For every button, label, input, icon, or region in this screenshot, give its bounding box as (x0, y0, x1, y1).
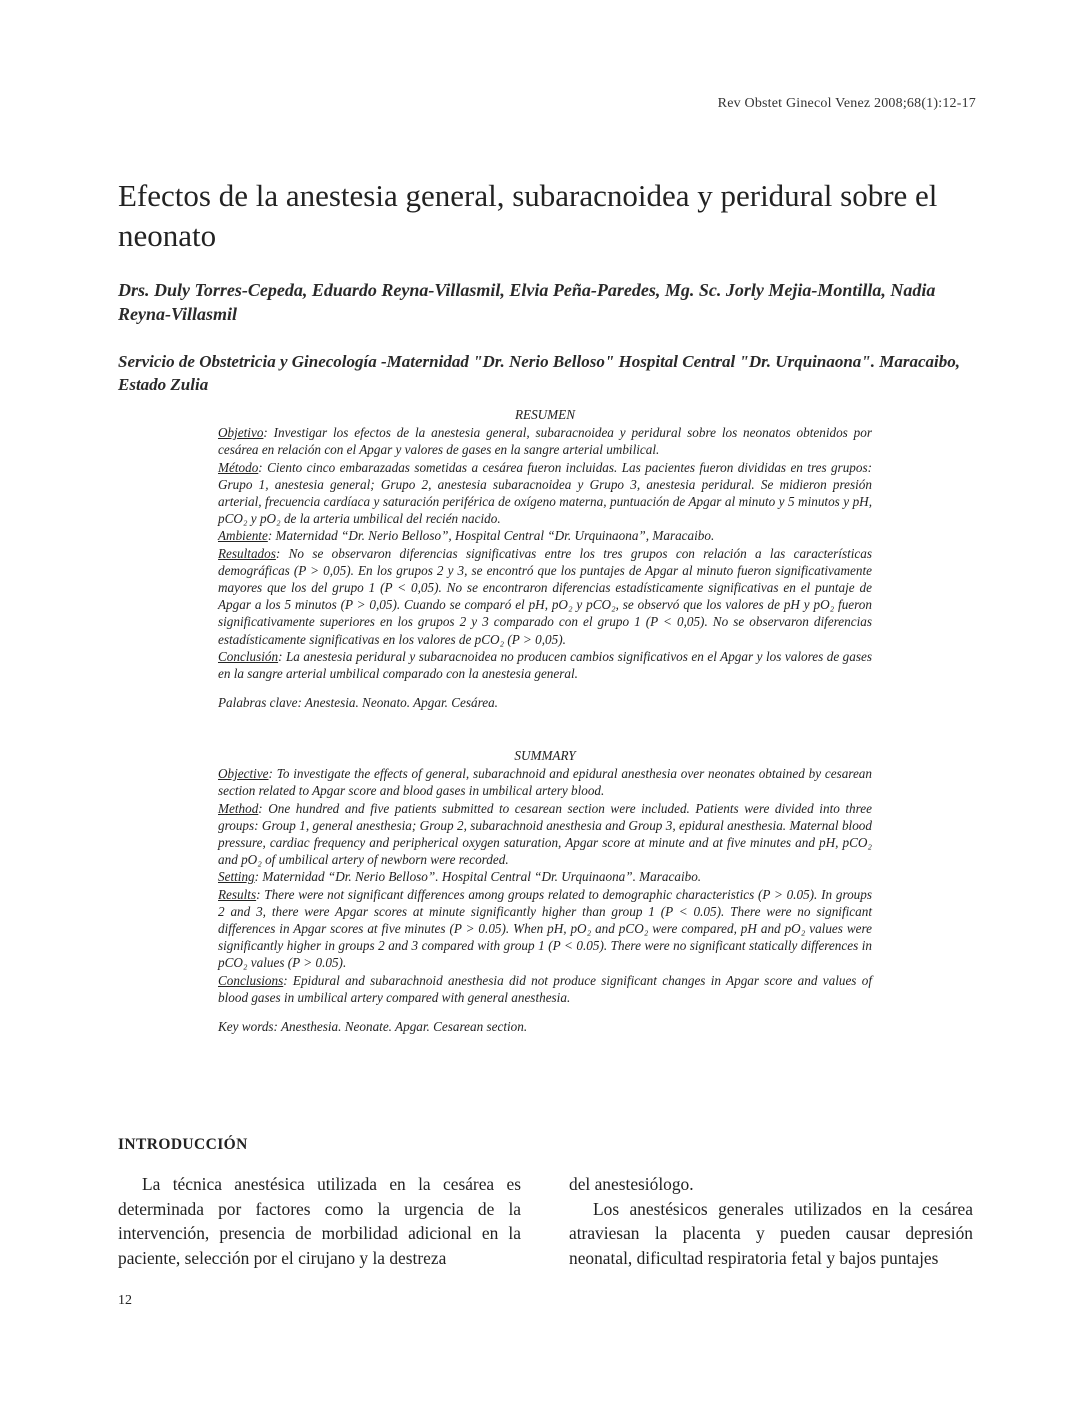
conclusions-text: : Epidural and subarachnoid anesthesia did not produce significant changes in Apgar score and values of blood gases in umbilical artery compared with general anesthesia. (218, 972, 872, 1005)
introduction-heading: INTRODUCCIÓN (118, 1136, 248, 1153)
page-number: 12 (118, 1293, 132, 1308)
summary-keywords: Key words: Anesthesia. Neonate. Apgar. Cesarean section. (218, 1019, 528, 1035)
resumen-ambiente (218, 527, 872, 544)
summary-results (218, 886, 872, 972)
intro-paragraph-1: La técnica anestésica utilizada en la cesárea es determinada por factores como la urgencia de la intervención, presencia de morbilidad adicional en la paciente, selección por el cirujano y la destreza (118, 1174, 521, 1268)
metodo-text: : Ciento cinco embarazadas sometidas a cesárea fueron incluidas. Las pacientes fueron divididas en tres grupos: Grupo 1, anestesia general; Grupo 2, anestesia subaracnoidea y Grupo 3, anestesia peridural. Se midieron presión arterial, frecuencia cardíaca y saturación periférica de oxígeno materna, puntuación de Apgar al minuto y 5 minutos y pH, pCO₂ y pO₂ de la arteria umbilical del recién nacido. (218, 459, 872, 527)
ambiente-label: Ambiente (218, 528, 268, 544)
resumen-keywords: Palabras clave: Anestesia. Neonato. Apgar. Cesárea. (218, 695, 498, 711)
author-list: Drs. Duly Torres-Cepeda, Eduardo Reyna-Villasmil, Elvia Peña-Paredes, Mg. Sc. Jorly Mejia-Montilla, Nadia Reyna-Villasmil (118, 280, 936, 324)
article-title: Efectos de la anestesia general, subaracnoidea y peridural sobre el neonato (118, 178, 938, 253)
intro-paragraph-1-continued: del anestesiólogo. (569, 1174, 694, 1194)
ambiente-text: : Maternidad “Dr. Nerio Belloso”, Hospital Central “Dr. Urquinaona”, Maracaibo. (267, 528, 715, 544)
method-text: : One hundred and five patients submitted to cesarean section were included. Patients were divided into three groups: Group 1, general anesthesia; Group 2, subarachnoid anesthesia and Group 3, epidural anesthesia. Maternal blood pressure, cardiac frequency and peripherical oxygen saturation, Apgar score at minute and at five minutes and pH, pCO₂ and pO₂ of umbilical artery of newborn were recorded. (218, 800, 872, 868)
resultados-label: Resultados (218, 545, 276, 561)
results-text: : There were not significant differences among groups related to demographic characteristics (P > 0.05). In groups 2 and 3, there were Apgar scores at minute significantly higher than group 1 (P < 0.05). There were no significant differences in Apgar scores at five minutes (P > 0.05). When pH, pO₂ and pCO₂ were compared, pH and pO₂ values were significantly higher in groups 2 and 3 compared with group 1 (P < 0.05). There were no significant statically differences in pCO₂ values (P > 0.05). (218, 886, 872, 971)
intro-paragraph-2: Los anestésicos generales utilizados en la cesárea atraviesan la placenta y pueden causar depresión neonatal, dificultad respiratoria fetal y bajos puntajes (569, 1198, 973, 1268)
metodo-label: Método (218, 459, 259, 475)
summary-heading: SUMMARY (514, 748, 576, 763)
intro-right-column (569, 1172, 973, 1270)
summary-section (218, 747, 872, 1035)
setting-text: : Maternidad “Dr. Nerio Belloso”. Hospital Central “Dr. Urquinaona”. Maracaibo. (254, 869, 702, 885)
intro-left-column (118, 1172, 521, 1270)
setting-label: Setting (218, 869, 255, 885)
objective-text: : To investigate the effects of general, subarachnoid and epidural anesthesia over neonates obtained by cesarean section related to Apgar score and blood gases in umbilical artery blood. (218, 766, 872, 799)
summary-conclusions (218, 972, 872, 1006)
conclusion-label: Conclusión (218, 648, 279, 664)
summary-objective (218, 765, 872, 799)
conclusion-text: : La anestesia peridural y subaracnoidea no producen cambios significativos en el Apgar y los valores de gases en la sangre arterial umbilical comparado con la anestesia general. (218, 648, 872, 682)
resultados-text: : No se observaron diferencias significativas entre los tres grupos con relación a las características demográficas (P > 0,05). En los grupos 2 y 3, se encontró que los puntajes de Apgar al minuto fueron significativamente mayores que los del grupo 1 (P < 0,05). No se encontraron diferencias estadísticamente significativas en el puntaje de Apgar a los 5 minutos (P > 0,05). Cuando se comparó el pH, pO₂ y pCO₂, se observó que los valores de pH y pO₂ fueron significativamente superiores en los grupos 2 y 3 comparado con el grupo 1 (P < 0,05). No se observaron diferencias estadísticamente significativas en los valores de pCO₂ (P > 0,05). (218, 545, 872, 647)
resumen-resultados (218, 545, 872, 648)
resumen-heading: RESUMEN (514, 407, 576, 422)
objetivo-label: Objetivo (218, 425, 264, 441)
resumen-metodo (218, 459, 872, 528)
journal-reference: Rev Obstet Ginecol Venez 2008;68(1):12-17 (717, 96, 976, 111)
method-label: Method (218, 800, 259, 816)
objective-label: Objective (218, 766, 269, 782)
resumen-section (218, 406, 872, 711)
affiliation: Servicio de Obstetricia y Ginecología -Maternidad "Dr. Nerio Belloso" Hospital Central "Dr. Urquinaona". Maracaibo, Estado Zulia (118, 352, 960, 394)
conclusions-label: Conclusions (218, 972, 284, 988)
results-label: Results (218, 886, 257, 902)
summary-setting (218, 868, 872, 885)
summary-method (218, 800, 872, 869)
resumen-conclusion (218, 648, 872, 682)
resumen-objetivo (218, 424, 872, 458)
objetivo-text: : Investigar los efectos de la anestesia general, subaracnoidea y peridural sobre los neonatos obtenidos por cesárea en relación con el Apgar y valores de gases en la sangre arterial umbilical. (218, 425, 872, 458)
